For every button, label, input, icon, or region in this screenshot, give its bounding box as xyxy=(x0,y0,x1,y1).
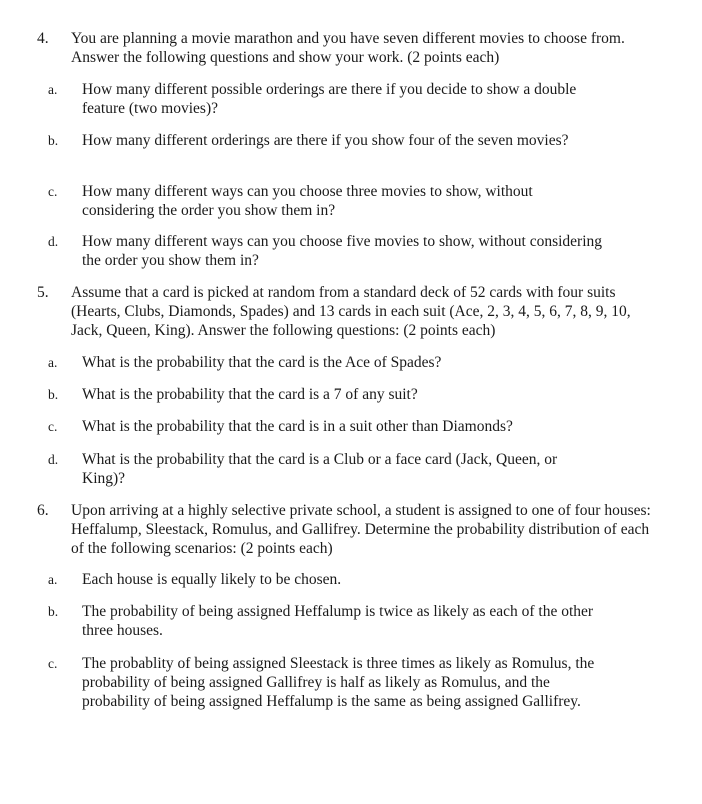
part-text: How many different ways can you choose five movies to show, without considering the order you show them in? xyxy=(82,233,603,269)
question-text: Upon arriving at a highly selective private school, a student is assigned to one of four houses: Heffalump, Sleestack, Romulus, and Gallifrey. Determine the probability distribution of each of the following scenarios: (2 points each) xyxy=(71,502,651,557)
part-label: a. xyxy=(48,82,58,97)
part-text: What is the probability that the card is a Club or a face card (Jack, Queen, or King)? xyxy=(82,451,558,487)
part-label: d. xyxy=(48,234,59,249)
part-text: How many different ways can you choose three movies to show, without considering the order you show them in? xyxy=(82,183,533,219)
question-number: 6. xyxy=(37,502,49,519)
part-label: a. xyxy=(48,355,58,370)
part-text: How many different orderings are there if you show four of the seven movies? xyxy=(82,132,569,149)
part-text: What is the probability that the card is a 7 of any suit? xyxy=(82,386,418,403)
part-text: Each house is equally likely to be chosen. xyxy=(82,571,342,588)
part-label: a. xyxy=(48,572,58,587)
part-text: What is the probability that the card is in a suit other than Diamonds? xyxy=(82,418,513,435)
part-text: The probablity of being assigned Sleestack is three times as likely as Romulus, the probability of being assigned Gallifrey is half as likely as Romulus, and the probability of being assigned Heffalump is the same as being assigned Gallifrey. xyxy=(82,655,595,710)
part-text: What is the probability that the card is the Ace of Spades? xyxy=(82,354,442,371)
part-label: b. xyxy=(48,133,59,148)
part-text: How many different possible orderings are there if you decide to show a double feature (two movies)? xyxy=(82,81,577,117)
part-label: b. xyxy=(48,387,59,402)
part-label: d. xyxy=(48,452,59,467)
part-label: b. xyxy=(48,604,59,619)
part-label: c. xyxy=(48,656,58,671)
question-text: You are planning a movie marathon and you have seven different movies to choose from. Answer the following questions and show your work. (2 points each) xyxy=(71,30,625,66)
question-number: 5. xyxy=(37,284,49,301)
part-text: The probability of being assigned Heffalump is twice as likely as each of the other three houses. xyxy=(82,603,594,639)
part-label: c. xyxy=(48,184,58,199)
question-number: 4. xyxy=(37,30,49,47)
part-label: c. xyxy=(48,419,58,434)
question-text: Assume that a card is picked at random from a standard deck of 52 cards with four suits (Hearts, Clubs, Diamonds, Spades) and 13 cards in each suit (Ace, 2, 3, 4, 5, 6, 7, 8, 9, 10, Jack, Queen, King). Answer the following questions: (2 points each) xyxy=(71,284,631,339)
